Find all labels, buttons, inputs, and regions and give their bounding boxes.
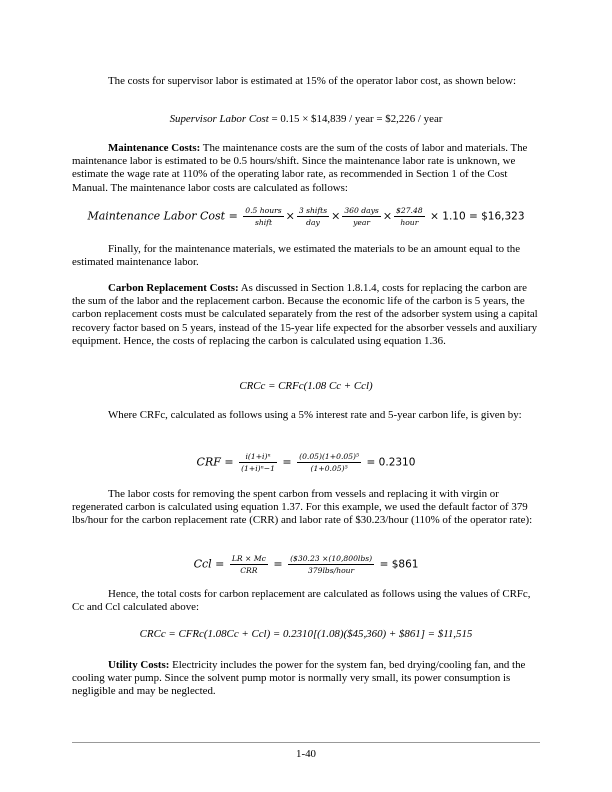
crf-frac-formula-den: (1+i)ⁿ−1 (241, 464, 275, 473)
equals-sign: = (282, 455, 292, 469)
carbon-heading: Carbon Replacement Costs: (108, 282, 239, 294)
times-sign: × (285, 209, 295, 223)
maint-frac-shifts-num: 3 shifts (298, 206, 328, 215)
supervisor-eq-rhs: = 0.15 × $14,839 / year = $2,226 / year (271, 113, 443, 125)
ccl-equation (72, 554, 540, 575)
labor-paragraph: The labor costs for removing the spent carbon from vessels and replacing it with virgin or regenerated carbon is calculated using equation 1.37. For this example, we used the default factor of 379 lbs/hour for the carbon replacement rate (CRR) and labor rate of $30.23/hour (110% of the operator rate): (72, 488, 533, 527)
total-equation: CRCc = CFRc(1.08Cc + Ccl) = 0.2310[(1.08)($45,360) + $861] = $11,515 (139, 628, 473, 640)
footer-divider (72, 742, 540, 743)
ccl-frac-formula-num: LR × Mc (231, 554, 266, 563)
maint-frac-hours-num: 0.5 hours (245, 206, 282, 215)
utility-paragraph (72, 659, 540, 699)
times-sign: × (382, 209, 393, 223)
carbon-text: As discussed in Section 1.8.1.4, costs for replacing the carbon are the sum of the labor and the replacement carbon. Because the economic life of the carbon is 5 years, the carbon replacement costs must be calculated separately from the rest of the adsorber system using a capital recovery factor based on 5 years, instead of the 15-year life expected for the absorber vessels and auxiliary equipment. Hence, the costs of replacing the carbon is calculated using equation 1.36. (72, 282, 538, 347)
maint-frac-rate (394, 206, 425, 227)
crf-frac-formula-num: i(1+i)ⁿ (239, 452, 277, 463)
maintenance-paragraph (72, 142, 540, 195)
page-number: 1-40 (296, 748, 316, 760)
crf-eq-lhs: CRF = (196, 455, 234, 469)
maint-frac-rate-num: $27.48 (396, 206, 423, 215)
supervisor-eq-lhs: Supervisor Labor Cost (169, 113, 269, 125)
maint-frac-days (342, 206, 380, 227)
carbon-paragraph (72, 282, 540, 348)
supervisor-paragraph: The costs for supervisor labor is estimated at 15% of the operator labor cost, as shown below: (108, 75, 516, 87)
maintenance-equation (72, 206, 540, 227)
total-paragraph: Hence, the total costs for carbon replacement are calculated as follows using the values of CRFc, Cc and Ccl calculated above: (72, 588, 531, 614)
maint-frac-shifts (297, 206, 329, 227)
utility-heading: Utility Costs: (108, 659, 170, 671)
ccl-frac-values-num: ($30.23 ×(10,800lbs) (290, 554, 373, 563)
maintenance-heading: Maintenance Costs: (108, 142, 201, 154)
maint-frac-days-den: year (353, 218, 371, 227)
maint-eq-lhs: Maintenance Labor Cost = (87, 209, 238, 223)
maint-frac-days-num: 360 days (344, 206, 379, 215)
equals-sign: = (273, 557, 283, 571)
crf-equation (72, 452, 540, 473)
maint-frac-rate-den: hour (400, 218, 419, 227)
ccl-frac-values-den: 379lbs/hour (307, 566, 355, 575)
maint-frac-hours (243, 206, 283, 227)
ccl-eq-result: = $861 (379, 558, 419, 571)
crf-paragraph: Where CRFc, calculated as follows using a 5% interest rate and 5-year carbon life, is given by: (108, 409, 522, 421)
crc-equation: CRCc = CRFc(1.08 Cc + Ccl) (239, 380, 373, 392)
crf-frac-values-den: (1+0.05)⁵ (310, 464, 348, 473)
ccl-frac-values (288, 554, 374, 575)
crf-eq-result: = 0.2310 (366, 456, 416, 469)
ccl-frac-formula (230, 554, 268, 575)
ccl-eq-lhs: Ccl = (193, 557, 225, 571)
maint-eq-tail: × 1.10 = $16,323 (430, 210, 525, 223)
crf-frac-values-num: (0.05)(1+0.05)⁵ (299, 452, 360, 461)
utility-text: Electricity includes the power for the system fan, bed drying/cooling fan, and the cooling water pump. Since the solvent pump motor is normally very small, its power consumption is negligible and may be neglected. (72, 659, 526, 698)
maint-frac-hours-den: shift (254, 218, 273, 227)
ccl-frac-formula-den: CRR (240, 566, 258, 575)
crf-frac-formula (239, 452, 277, 473)
crf-frac-values (297, 452, 361, 473)
maint-frac-shifts-den: day (306, 218, 320, 227)
times-sign: × (331, 209, 341, 223)
supervisor-equation (72, 113, 540, 125)
maintenance-text: The maintenance costs are the sum of the costs of labor and materials. The maintenance labor is estimated to be 0.5 hours/shift. Since the maintenance labor rate is unknown, we estimate the wage rate at 110% of the operating labor rate, as recommended in Section 1 of the Cost Manual. The maintenance labor costs are calculated as follows: (72, 142, 528, 194)
materials-paragraph: Finally, for the maintenance materials, we estimated the materials to be an amount equal to the estimated maintenance labor. (72, 243, 521, 269)
